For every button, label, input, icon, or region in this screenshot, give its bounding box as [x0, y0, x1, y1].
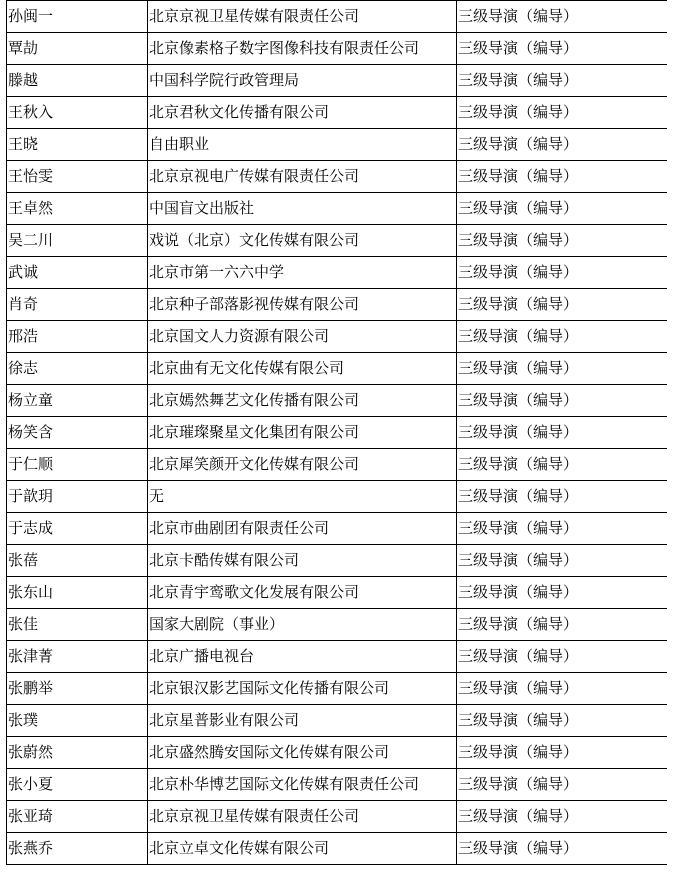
table-row: [7, 65, 668, 97]
table-row: [7, 321, 668, 353]
table-row: [7, 257, 668, 289]
name-cell: 张蓓: [7, 545, 148, 577]
organization-cell: 北京星普影业有限公司: [148, 705, 457, 737]
name-cell: 杨立童: [7, 385, 148, 417]
organization-cell: 戏说（北京）文化传媒有限公司: [148, 225, 457, 257]
table-row: [7, 769, 668, 801]
table-row: [7, 1, 668, 33]
organization-cell: 中国科学院行政管理局: [148, 65, 457, 97]
grade-cell: 三级导演（编导）: [457, 161, 668, 193]
name-cell: 王秋入: [7, 97, 148, 129]
organization-cell: 北京盛然腾安国际文化传媒有限公司: [148, 737, 457, 769]
table-row: [7, 417, 668, 449]
table-row: [7, 641, 668, 673]
name-cell: 王怡雯: [7, 161, 148, 193]
organization-cell: 北京卡酷传媒有限公司: [148, 545, 457, 577]
name-cell: 张小夏: [7, 769, 148, 801]
grade-cell: 三级导演（编导）: [457, 257, 668, 289]
name-cell: 张燕乔: [7, 833, 148, 865]
table-row: [7, 513, 668, 545]
name-cell: 张东山: [7, 577, 148, 609]
table-row: [7, 353, 668, 385]
organization-cell: 北京朴华博艺国际文化传媒有限责任公司: [148, 769, 457, 801]
table-body: [7, 0, 668, 865]
name-cell: 武诚: [7, 257, 148, 289]
grade-cell: 三级导演（编导）: [457, 577, 668, 609]
name-cell: 王卓然: [7, 193, 148, 225]
document-sheet: [6, 0, 667, 872]
organization-cell: 北京京视卫星传媒有限责任公司: [148, 1, 457, 33]
grade-cell: 三级导演（编导）: [457, 225, 668, 257]
table-row: [7, 129, 668, 161]
name-cell: 吴二川: [7, 225, 148, 257]
organization-cell: 北京像素格子数字图像科技有限责任公司: [148, 33, 457, 65]
name-cell: 肖奇: [7, 289, 148, 321]
name-cell: 覃劼: [7, 33, 148, 65]
organization-cell: 北京银汉影艺国际文化传播有限公司: [148, 673, 457, 705]
organization-cell: 无: [148, 481, 457, 513]
table-row: [7, 481, 668, 513]
organization-cell: 北京君秋文化传播有限公司: [148, 97, 457, 129]
organization-cell: 北京璀璨聚星文化集团有限公司: [148, 417, 457, 449]
table-row: [7, 577, 668, 609]
name-cell: 王晓: [7, 129, 148, 161]
organization-cell: 北京青宇鸾歌文化发展有限公司: [148, 577, 457, 609]
table-row: [7, 289, 668, 321]
grade-cell: 三级导演（编导）: [457, 353, 668, 385]
table-row: [7, 833, 668, 865]
organization-cell: 北京曲有无文化传媒有限公司: [148, 353, 457, 385]
organization-cell: 中国盲文出版社: [148, 193, 457, 225]
organization-cell: 北京京视卫星传媒有限责任公司: [148, 801, 457, 833]
name-cell: 邢浩: [7, 321, 148, 353]
grade-cell: 三级导演（编导）: [457, 65, 668, 97]
table-row: [7, 385, 668, 417]
name-cell: 张璞: [7, 705, 148, 737]
name-cell: 于志成: [7, 513, 148, 545]
organization-cell: 北京国文人力资源有限公司: [148, 321, 457, 353]
organization-cell: 国家大剧院（事业）: [148, 609, 457, 641]
grade-cell: 三级导演（编导）: [457, 385, 668, 417]
grade-cell: 三级导演（编导）: [457, 33, 668, 65]
grade-cell: 三级导演（编导）: [457, 769, 668, 801]
name-cell: 张津菁: [7, 641, 148, 673]
table-row: [7, 545, 668, 577]
organization-cell: 北京嫣然舞艺文化传播有限公司: [148, 385, 457, 417]
grade-cell: 三级导演（编导）: [457, 609, 668, 641]
grade-cell: 三级导演（编导）: [457, 513, 668, 545]
organization-cell: 北京犀笑颜开文化传媒有限公司: [148, 449, 457, 481]
name-cell: 张鹏举: [7, 673, 148, 705]
name-cell: 杨笑含: [7, 417, 148, 449]
grade-cell: 三级导演（编导）: [457, 801, 668, 833]
grade-cell: 三级导演（编导）: [457, 705, 668, 737]
name-cell: 于仁顺: [7, 449, 148, 481]
table-row: [7, 737, 668, 769]
grade-cell: 三级导演（编导）: [457, 193, 668, 225]
organization-cell: 北京种子部落影视传媒有限公司: [148, 289, 457, 321]
name-cell: 张佳: [7, 609, 148, 641]
grade-cell: 三级导演（编导）: [457, 417, 668, 449]
table-row: [7, 97, 668, 129]
grade-cell: 三级导演（编导）: [457, 641, 668, 673]
name-cell: 张亚琦: [7, 801, 148, 833]
grade-cell: 三级导演（编导）: [457, 129, 668, 161]
grade-cell: 三级导演（编导）: [457, 321, 668, 353]
grade-cell: 三级导演（编导）: [457, 545, 668, 577]
grade-cell: 三级导演（编导）: [457, 289, 668, 321]
organization-cell: 北京市曲剧团有限责任公司: [148, 513, 457, 545]
name-cell: 徐志: [7, 353, 148, 385]
name-cell: 孙闽一: [7, 1, 148, 33]
organization-cell: 北京市第一六六中学: [148, 257, 457, 289]
name-cell: 滕越: [7, 65, 148, 97]
grade-cell: 三级导演（编导）: [457, 449, 668, 481]
grade-cell: 三级导演（编导）: [457, 97, 668, 129]
table-row: [7, 705, 668, 737]
table-row: [7, 609, 668, 641]
organization-cell: 北京立卓文化传媒有限公司: [148, 833, 457, 865]
organization-cell: 北京京视电广传媒有限责任公司: [148, 161, 457, 193]
grade-cell: 三级导演（编导）: [457, 673, 668, 705]
organization-cell: 自由职业: [148, 129, 457, 161]
table-row: [7, 673, 668, 705]
name-cell: 张蔚然: [7, 737, 148, 769]
table-row: [7, 161, 668, 193]
name-cell: 于歆玥: [7, 481, 148, 513]
table-row: [7, 225, 668, 257]
grade-cell: 三级导演（编导）: [457, 1, 668, 33]
grade-cell: 三级导演（编导）: [457, 737, 668, 769]
table-row: [7, 801, 668, 833]
table-row: [7, 33, 668, 65]
directors-table: [6, 0, 667, 865]
grade-cell: 三级导演（编导）: [457, 481, 668, 513]
grade-cell: 三级导演（编导）: [457, 833, 668, 865]
table-row: [7, 193, 668, 225]
organization-cell: 北京广播电视台: [148, 641, 457, 673]
table-row: [7, 449, 668, 481]
